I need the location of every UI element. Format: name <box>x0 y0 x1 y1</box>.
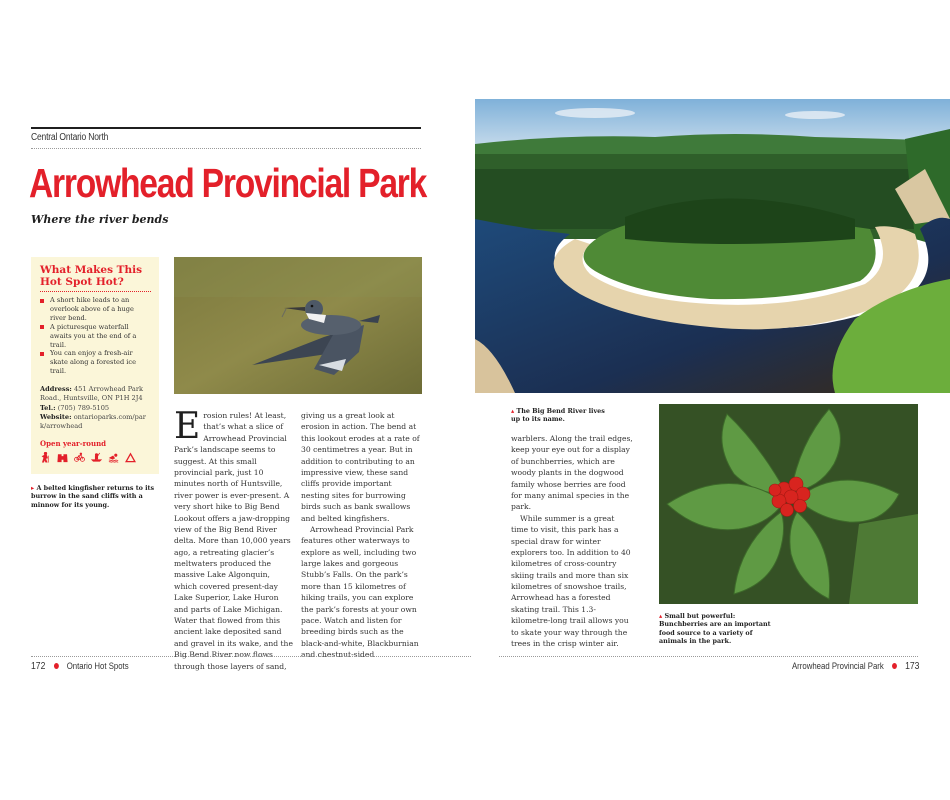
page-number: 173 <box>904 660 919 672</box>
footer-left <box>31 660 129 672</box>
website: Website: ontarioparks.com/park/arrowhead <box>40 412 146 431</box>
footer-right <box>792 660 919 672</box>
footer-divider <box>499 656 918 657</box>
highlight-item: A picturesque waterfall awaits you at the end of a trail. <box>40 323 151 350</box>
section-label: Central Ontario North <box>31 132 109 143</box>
square-bullet-icon <box>40 352 44 356</box>
footer-divider <box>31 656 471 657</box>
red-dot-icon <box>54 663 59 669</box>
river-image <box>475 99 950 393</box>
sidebar-title: What Makes This Hot Spot Hot? <box>40 264 143 289</box>
camping-icon <box>125 452 136 463</box>
hot-spot-sidebar <box>31 257 159 474</box>
dotted-divider <box>31 148 421 149</box>
swimming-icon <box>108 452 119 463</box>
bunchberry-image <box>659 404 918 604</box>
bunchberry-photo <box>659 404 918 604</box>
hiking-icon <box>40 452 51 463</box>
bunchberry-caption: ▴ Small but powerful: Bunchberries are an important food source to a variety of animals in the park. <box>659 612 771 645</box>
body-column-1: Erosion rules! At least, that’s what a slice of Arrowhead Provincial Park’s landscape seems to suggest. At this small provincial park, just 10 minutes north of Huntsville, river power is ever-present. A very short hike to Big Bend Lookout offers a jaw-dropping view of the Big Bend River delta. More than 10,000 years ago, a retreating glacier’s meltwaters produced the massive Lake Algonquin, which covered present-day Lake Superior, Lake Huron and parts of Lake Michigan. Water that flowed from this ancient lake deposited sand and gravel in its wake, and the Big Bend River now flows through those layers of sand, <box>174 406 293 671</box>
drop-cap: E <box>174 406 201 447</box>
kingfisher-image <box>174 257 422 394</box>
telephone: Tel.: (705) 789-5105 <box>40 403 110 412</box>
address: Address: 451 Arrowhead Park Road., Huntsville, ON P1H 2J4 <box>40 385 143 403</box>
river-caption: ▴ The Big Bend River lives up to its name. <box>511 407 605 424</box>
page-subtitle: Where the river bends <box>31 213 169 226</box>
big-bend-river-photo <box>475 99 950 393</box>
activity-icons <box>40 452 151 463</box>
top-rule <box>31 127 421 129</box>
right-page <box>475 0 950 800</box>
body-column-3: warblers. Along the trail edges, keep your eye out for a display of bunchberries, which are woody plants in the dogwood family whose berries are food for many animal species in the park. While summer is a great time to visit, this park has a special draw for winter explorers too. In addition to 40 kilometres of cross-country skiing trails and more than six kilometres of snowshoe trails, Arrowhead has a forested skating trail. This 1.3-kilometre-long trail allows you to skate your way through the trees in the crisp winter air. <box>511 434 633 649</box>
page-number: 172 <box>31 660 46 672</box>
highlights-list <box>40 296 151 376</box>
kingfisher-photo <box>174 257 422 394</box>
chapter-title: Arrowhead Provincial Park <box>791 660 884 672</box>
highlight-item: A short hike leads to an overlook above of a huge river bend. <box>40 296 151 323</box>
paddling-icon <box>91 452 102 463</box>
square-bullet-icon <box>40 299 44 303</box>
body-column-2: giving us a great look at erosion in action. The bend at this lookout erodes at a rate of 30 centimetres a year. But in addition to contributing to an impressive view, these sand cliffs provide important nesting sites for burrowing birds such as bank swallows and belted kingfishers. Arrowhead Provincial Park features other waterways to explore as well, including two large lakes and gorgeous Stubb’s Falls. On the park’s more than 15 kilometres of hiking trails, you can explore the park’s forests at your own pace. Watch and listen for breeding birds such as the black-and-white, Blackburnian and chestnut-sided <box>301 411 420 660</box>
binoculars-icon <box>57 452 68 463</box>
book-title: Ontario Hot Spots <box>66 660 129 672</box>
park-info <box>40 385 151 431</box>
highlight-item: You can enjoy a fresh-air skate along a forested ice trail. <box>40 349 151 376</box>
sidebar-divider <box>40 291 151 292</box>
bicycle-icon <box>74 452 85 463</box>
red-dot-icon <box>892 663 897 669</box>
square-bullet-icon <box>40 325 44 329</box>
kingfisher-caption: ▸ A belted kingfisher returns to its burrow in the sand cliffs with a minnow for its young. <box>31 484 155 509</box>
open-hours: Open year-round <box>40 439 107 449</box>
page-title: Arrowhead Provincial Park <box>29 160 427 206</box>
